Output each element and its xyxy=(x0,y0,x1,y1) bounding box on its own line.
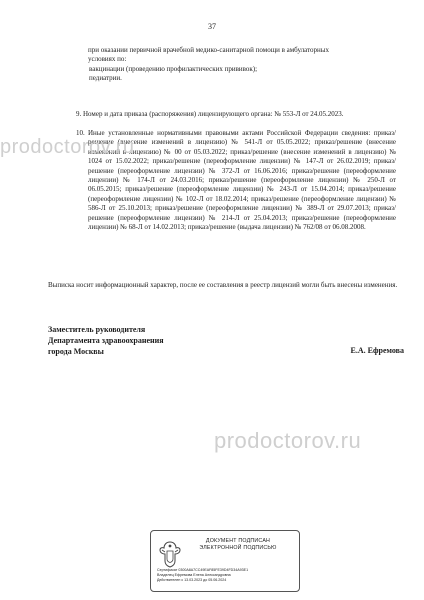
stamp-validity: Действителен с 13.03.2023 до 05.06.2024 xyxy=(157,578,227,583)
services-list xyxy=(88,46,388,84)
stamp-title xyxy=(181,538,295,551)
item-10-label: 10. xyxy=(76,129,85,137)
stamp-title-line-2: ЭЛЕКТРОННОЙ ПОДПИСЬЮ xyxy=(199,544,277,551)
watermark-bottom: prodoctorov.ru xyxy=(214,428,362,453)
electronic-signature-stamp xyxy=(150,530,300,592)
services-line-3: вакцинации (проведению профилактических прививок); xyxy=(89,64,258,73)
signatory-name: Е.А. Ефремова xyxy=(350,346,404,355)
stamp-details xyxy=(157,568,295,584)
stamp-owner: Владелец Ефремова Елена Александровна xyxy=(157,573,231,578)
item-9-order: 9. Номер и дата приказа (распоряжения) лицензирующего органа: № 553-Л от 24.05.2023. xyxy=(76,110,344,118)
services-line-1: при оказании первичной врачебной медико-санитарной помощи в амбулаторных xyxy=(88,46,329,54)
signatory-line-1: Заместитель руководителя xyxy=(48,325,146,334)
watermark-top: prodoctorov.ru xyxy=(0,136,135,158)
services-line-2: условиях по: xyxy=(88,55,127,64)
page-number: 37 xyxy=(208,22,216,31)
disclaimer-note: Выписка носит информационный характер, после ее составления в реестр лицензий могли быть внесены изменения. xyxy=(48,281,398,289)
stamp-title-line-1: ДОКУМЕНТ ПОДПИСАН xyxy=(205,538,271,544)
stamp-certificate: Сертификат 0300A8A7CC49EAF85FE39D4FD34A93E1 xyxy=(157,568,249,572)
signatory-line-3: города Москвы xyxy=(48,347,104,356)
signatory-line-2: Департамента здравоохранения xyxy=(48,336,164,345)
item-10-text: Иные установленные нормативными правовыми актами Российской Федерации сведения: приказ/решение (внесение изменений в лицензию) № 541-Л от 05.05.2022; приказ/решение (внесение изменений в лицензию) № 00 от 05.03.2022; приказ/решение (внесение изменений в лицензию) № 1024 от 15.02.2022; приказ/решение (переоформление лицензии) № 147-Л от 26.02.2019; приказ/решение (переоформление лицензии) № 372-Л от 16.06.2016; приказ/решение (переоформление лицензии) № 174-Л от 24.03.2016; приказ/решение (переоформление лицензии) № 250-Л от 06.05.2015; приказ/решение (переоформление лицензии) № 243-Л от 15.04.2014; приказ/решение (переоформление лицензии) № 102-Л от 18.02.2014; приказ/решение (переоформление лицензии) № 586-Л от 25.10.2013; приказ/решение (переоформление лицензии) № 389-Л от 29.07.2013; приказ/решение (переоформление лицензии) № 214-Л от 25.04.2013; приказ/решение (переоформление лицензии) № 68-Л от 14.02.2013; приказ/решение (выдача лицензии) № 762/08 от 06.08.2008. xyxy=(88,129,396,232)
services-line-4: педиатрии. xyxy=(89,74,122,83)
coat-of-arms-icon xyxy=(157,539,183,569)
